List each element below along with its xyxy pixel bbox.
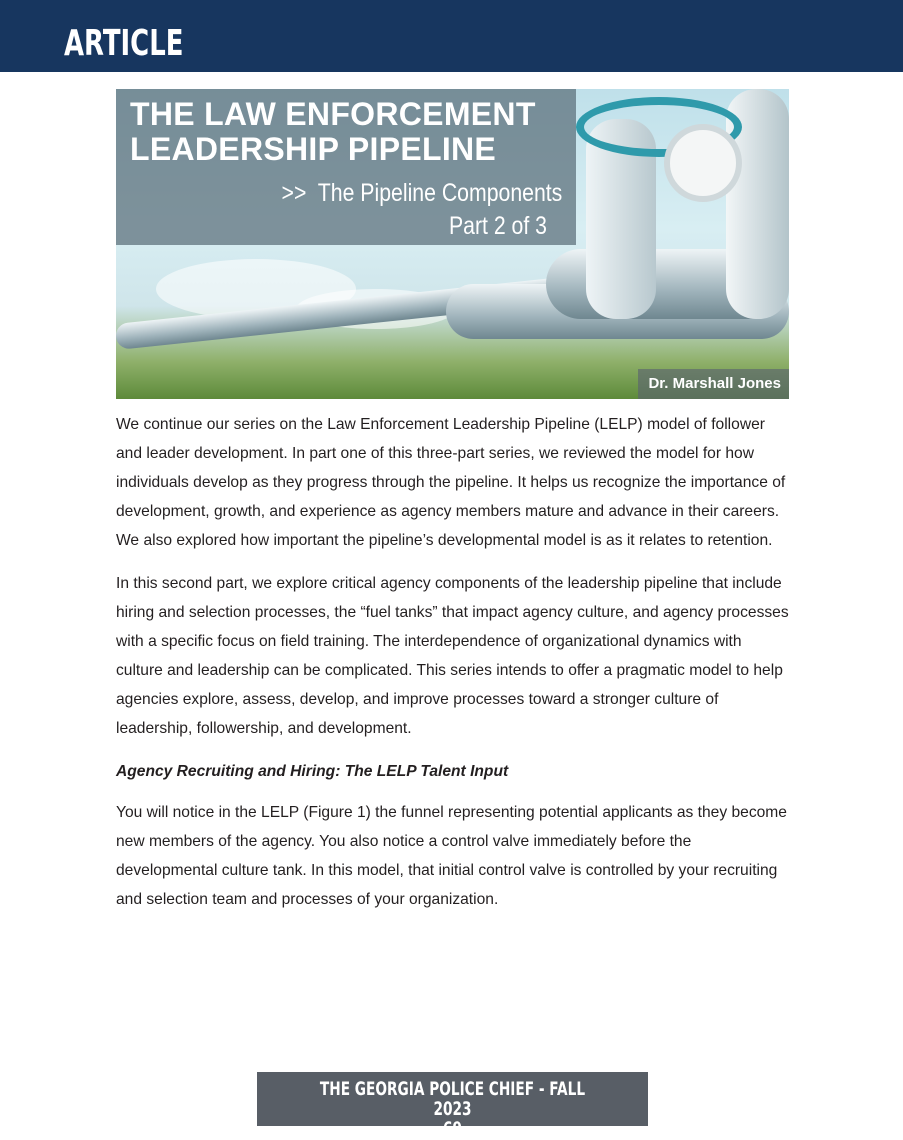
article-subtitle [281,177,562,243]
title-overlay [116,89,576,245]
author-byline: Dr. Marshall Jones [638,369,789,399]
pressure-gauge-graphic [664,124,742,202]
section-header-bar [0,0,903,72]
page-number: 69 [442,1118,463,1140]
page-footer [257,1072,648,1140]
subheading: Agency Recruiting and Hiring: The LELP Talent Input [116,763,509,780]
paragraph: In this second part, we explore critical agency components of the leadership pipeline that include hiring and selection processes, the “fuel tanks” that impact agency culture, and agency processes with a specific focus on field training. The interdependence of organizational dynamics with culture and leadership can be complicated. This series intends to offer a pragmatic model to help agencies explore, assess, develop, and improve processes toward a stronger culture of leadership, followership, and development. [116,575,789,737]
article-title [130,97,536,167]
paragraph: We continue our series on the Law Enforcement Leadership Pipeline (LELP) model of follower and leader development. In part one of this three-part series, we reviewed the model for how individuals develop as they progress through the pipeline. It helps us recognize the importance of development, growth, and experience as agency members mature and advance in their careers. We also explored how important the pipeline’s developmental model is as it relates to retention. [116,416,786,549]
paragraph: You will notice in the LELP (Figure 1) the funnel representing potential applicants as they become new members of the agency. You also notice a control valve immediately before the developmental culture tank. In this model, that initial control valve is controlled by your recruiting and selection team and processes of your organization. [116,804,787,908]
article-body [116,410,792,928]
subtitle-line: >> The Pipeline Components [281,179,562,207]
part-label: Part 2 of 3 [448,212,547,240]
title-line: LEADERSHIP PIPELINE [130,131,497,167]
hero-image [116,89,789,399]
title-line: THE LAW ENFORCEMENT [130,96,536,132]
publication-name: THE GEORGIA POLICE CHIEF - FALL 2023 [319,1078,586,1120]
section-label: ARTICLE [64,23,184,64]
